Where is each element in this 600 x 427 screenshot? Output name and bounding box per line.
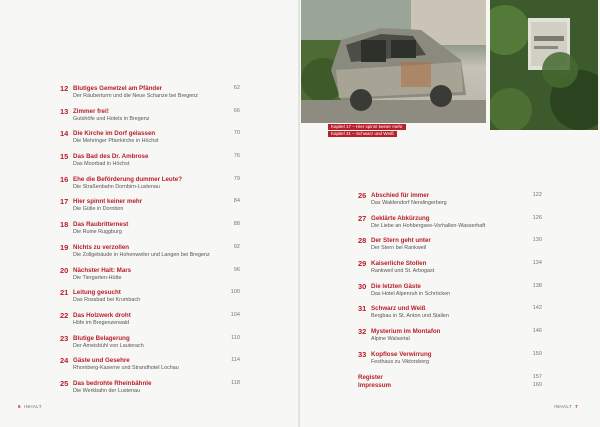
photo-overgrown-sign (490, 0, 598, 130)
chapter-number: 30 (358, 281, 367, 291)
chapter-title: Nächster Halt: Mars (73, 266, 132, 274)
chapter-page: 88 (233, 221, 240, 228)
chapter-number: 23 (60, 333, 69, 343)
chapter-number: 24 (60, 356, 69, 366)
chapter-page: 150 (532, 350, 542, 357)
chapter-number: 16 (60, 174, 69, 184)
chapter-page: 130 (532, 237, 542, 244)
chapter-number: 18 (60, 220, 69, 230)
photo-caption: Kapitel 31 – Schwarz und Weiß (328, 131, 397, 137)
toc-entry[interactable] (60, 197, 240, 220)
toc-entry[interactable] (60, 334, 240, 357)
footer-left (18, 404, 42, 409)
photo-caption: Kapitel 17 – Hier spinnt keiner mehr (328, 124, 406, 130)
chapter-subtitle: Die Ruine Ruggburg (73, 229, 122, 236)
chapter-subtitle: Rhomberg-Kaserne und Strandhotel Lochau (73, 365, 179, 372)
chapter-title: Leitung gesucht (73, 289, 121, 297)
chapter-subtitle: Das Hotel Alpenruh in Schröcken (371, 290, 451, 297)
toc-extra-label: Register (358, 374, 383, 381)
page-number: 6 (18, 404, 21, 409)
chapter-title: Die Kirche im Dorf gelassen (73, 130, 156, 138)
toc-extra-label: Impressum (358, 382, 392, 389)
chapter-page: 100 (230, 289, 240, 296)
toc-entry[interactable] (358, 282, 542, 305)
chapter-number: 29 (358, 259, 367, 269)
toc-entry[interactable] (60, 243, 240, 266)
chapter-number: 20 (60, 265, 69, 275)
chapter-title: Die letzten Gäste (371, 282, 421, 290)
toc-entry[interactable] (358, 327, 542, 350)
chapter-subtitle: Der Räuberturm und die Neue Schanze bei Bregenz (73, 93, 198, 99)
overgrown-sign-image (490, 0, 598, 130)
chapter-subtitle: Der Stern bei Rankweil (371, 245, 427, 252)
chapter-title: Das Raubritternest (73, 221, 129, 229)
toc-entry[interactable] (60, 311, 240, 334)
toc-extra-impressum[interactable] (358, 381, 542, 390)
chapter-subtitle: Die Mehringer Pfarrkirche in Höchst (73, 138, 159, 145)
chapter-number: 27 (358, 213, 367, 223)
chapter-number: 32 (358, 327, 367, 337)
chapter-subtitle: Das Rossbad bei Krumbach (73, 297, 141, 304)
footer-label: INHALT (24, 404, 42, 409)
chapter-subtitle: Alpine Walsertal (371, 336, 410, 343)
chapter-number: 31 (358, 304, 367, 314)
chapter-title: Ehe die Beförderung dummer Leute? (73, 175, 182, 183)
toc-entry[interactable] (60, 379, 240, 402)
toc-entry[interactable] (358, 236, 542, 259)
chapter-page: 142 (532, 305, 542, 312)
toc-entry[interactable] (358, 259, 542, 282)
chapter-subtitle: Rankweil und St. Arbogast (371, 268, 435, 275)
chapter-subtitle: Die Straßenbahn Dornbirn-Lustenau (73, 183, 160, 190)
toc-entry[interactable] (60, 356, 240, 379)
chapter-number: 17 (60, 197, 69, 207)
chapter-number: 22 (60, 310, 69, 320)
toc-entry[interactable] (358, 304, 542, 327)
footer-label: INHALT (554, 404, 572, 409)
chapter-page: 122 (532, 192, 542, 198)
chapter-title: Mysterium im Montafon (371, 328, 441, 336)
chapter-title: Blutige Belagerung (73, 334, 130, 342)
chapter-page: 104 (230, 311, 240, 318)
chapter-number: 33 (358, 349, 367, 359)
chapter-title: Das Bad des Dr. Ambrose (73, 153, 149, 161)
table-of-contents-left (60, 84, 240, 402)
chapter-title: Hier spinnt keiner mehr (73, 198, 143, 206)
chapter-title: Kopflose Verwirrung (371, 350, 432, 358)
chapter-title: Der Stern geht unter (371, 237, 431, 245)
chapter-subtitle: Festhaus zu Viktorsberg (371, 358, 430, 365)
chapter-page: 138 (532, 282, 542, 289)
chapter-title: Abschied für immer (371, 192, 430, 199)
toc-entry[interactable] (60, 288, 240, 311)
toc-extra-page: 160 (532, 382, 542, 388)
chapter-title: Kaiserliche Stollen (371, 260, 427, 268)
toc-entry[interactable] (60, 175, 240, 198)
chapter-page: 84 (233, 198, 240, 205)
chapter-subtitle: Das Moorbad in Höchst (73, 161, 130, 168)
chapter-number: 14 (60, 129, 69, 139)
chapter-number: 19 (60, 242, 69, 252)
toc-entry[interactable] (60, 84, 240, 107)
toc-entry[interactable] (60, 152, 240, 175)
chapter-subtitle: Gutshöfe und Hotels in Bregenz (73, 115, 150, 122)
right-page (300, 0, 600, 427)
chapter-title: Gäste und Gesehre (73, 357, 130, 365)
chapter-subtitle: Bergbau in St. Anton und Stallen (371, 313, 449, 320)
chapter-page: 114 (231, 357, 240, 364)
chapter-page: 110 (231, 334, 240, 341)
chapter-page: 134 (532, 260, 542, 267)
chapter-title: Das Holzwerk droht (73, 311, 131, 319)
table-of-contents-right (358, 191, 542, 373)
toc-entry[interactable] (60, 107, 240, 130)
chapter-number: 28 (358, 236, 367, 246)
footer-right (554, 404, 578, 409)
chapter-number: 13 (60, 106, 69, 116)
chapter-page: 70 (233, 130, 240, 137)
chapter-page: 62 (233, 85, 240, 91)
rusted-car-image (301, 0, 486, 123)
chapter-page: 118 (231, 379, 240, 386)
toc-entry[interactable] (60, 220, 240, 243)
chapter-page: 126 (532, 214, 542, 221)
toc-entry[interactable] (358, 350, 542, 373)
chapter-page: 66 (233, 107, 240, 114)
chapter-number: 26 (358, 191, 367, 200)
chapter-number: 25 (60, 378, 69, 388)
chapter-subtitle: Die Liebe an Hohbergsee-Vorhallen-Wasserhaft (371, 222, 486, 229)
left-page (0, 0, 298, 427)
chapter-subtitle: Die Werkbahn der Lustenau (73, 387, 141, 394)
chapter-page: 79 (233, 175, 240, 182)
chapter-title: Nichts zu verzollen (73, 243, 130, 251)
toc-entry[interactable] (358, 214, 542, 237)
toc-entry[interactable] (60, 129, 240, 152)
chapter-title: Geklärte Abkürzung (371, 214, 430, 222)
toc-entry[interactable] (60, 266, 240, 289)
chapter-subtitle: Die Zollgebäude in Hohenweiler und Langen bei Bregenz (73, 251, 210, 258)
chapter-title: Das bedrohte Rheinbähnle (73, 379, 152, 387)
chapter-number: 15 (60, 152, 69, 162)
chapter-page: 92 (233, 243, 240, 250)
chapter-number: 21 (60, 288, 69, 298)
chapter-title: Schwarz und Weiß (371, 305, 426, 313)
toc-extra-page: 157 (532, 374, 542, 380)
chapter-number: 12 (60, 84, 69, 93)
chapter-subtitle: Der Ameisbühl von Lauterach (73, 342, 144, 349)
chapter-subtitle: Die Gütle in Dornbirn (73, 206, 124, 213)
chapter-title: Zimmer frei! (73, 107, 109, 115)
chapter-page: 146 (532, 328, 542, 335)
chapter-page: 76 (233, 153, 240, 160)
photo-rusted-car (301, 0, 486, 123)
chapter-subtitle: Das Waldendorf Nendingerberg (371, 200, 447, 206)
chapter-title: Blutiges Gemetzel am Pfänder (73, 85, 163, 92)
chapter-subtitle: Höfe im Bregenzerwald (73, 319, 130, 326)
chapter-subtitle: Die Tiergarten-Hütte (73, 274, 122, 281)
chapter-page: 96 (233, 266, 240, 273)
toc-entry[interactable] (358, 191, 542, 214)
page-number: 7 (575, 404, 578, 409)
